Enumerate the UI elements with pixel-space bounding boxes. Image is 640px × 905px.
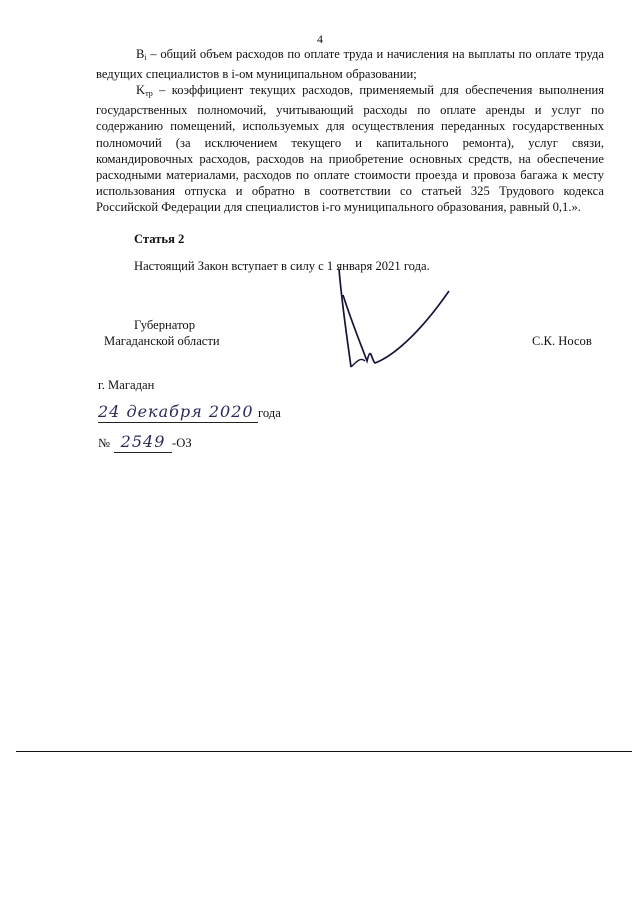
paragraph-b-definition [96, 46, 604, 82]
date-line [98, 402, 281, 423]
number-suffix: -ОЗ [172, 436, 192, 450]
article-text: Настоящий Закон вступает в силу с 1 января 2021 года. [134, 259, 430, 273]
number-underline [114, 432, 172, 453]
number-prefix: № [98, 436, 111, 450]
place: г. Магадан [98, 378, 155, 392]
b-text: – общий объем расходов по оплате труда и начисления на выплаты по оплате труда ведущих специалистов в i-ом муниципальном образовании; [96, 47, 604, 82]
k-text: – коэффициент текущих расходов, применяемый для обеспечения выполнения государственных полномочий, учитывающий расходы по оплате аренды и услуг по содержанию помещений, используемых для осуществления переданных государственных полномочий (за исключением текущего и капитального ремонта), услуг связи, командировочных расходов, расходов на приобретение основных средств, на обеспечение расходными материалами, расходов по оплате стоимости проезда и провоза багажа к месту использования отпуска и обратно в соответствии со статьей 325 Трудового кодекса Российской Федерации для специалистов i-го муниципального образования, равный 0,1.». [96, 83, 604, 215]
date-suffix: года [258, 406, 281, 420]
signature-title-line1: Губернатор [134, 318, 195, 332]
signature-title-line2: Магаданской области [104, 334, 220, 348]
date-underline [98, 402, 258, 423]
article-heading: Статья 2 [134, 232, 185, 246]
number-line [98, 432, 192, 453]
b-symbol: B [136, 47, 145, 61]
page-number: 4 [317, 32, 323, 46]
footer-divider [16, 751, 632, 752]
handwritten-signature [325, 265, 455, 375]
b-subscript: i [144, 53, 147, 62]
k-subscript: тр [145, 89, 153, 98]
number-handwritten: 2549 [120, 432, 166, 451]
date-handwritten: 24 декабря 2020 [98, 402, 254, 421]
k-symbol: K [136, 83, 146, 97]
paragraph-k-definition [96, 82, 604, 216]
signature-name: С.К. Носов [532, 334, 592, 348]
